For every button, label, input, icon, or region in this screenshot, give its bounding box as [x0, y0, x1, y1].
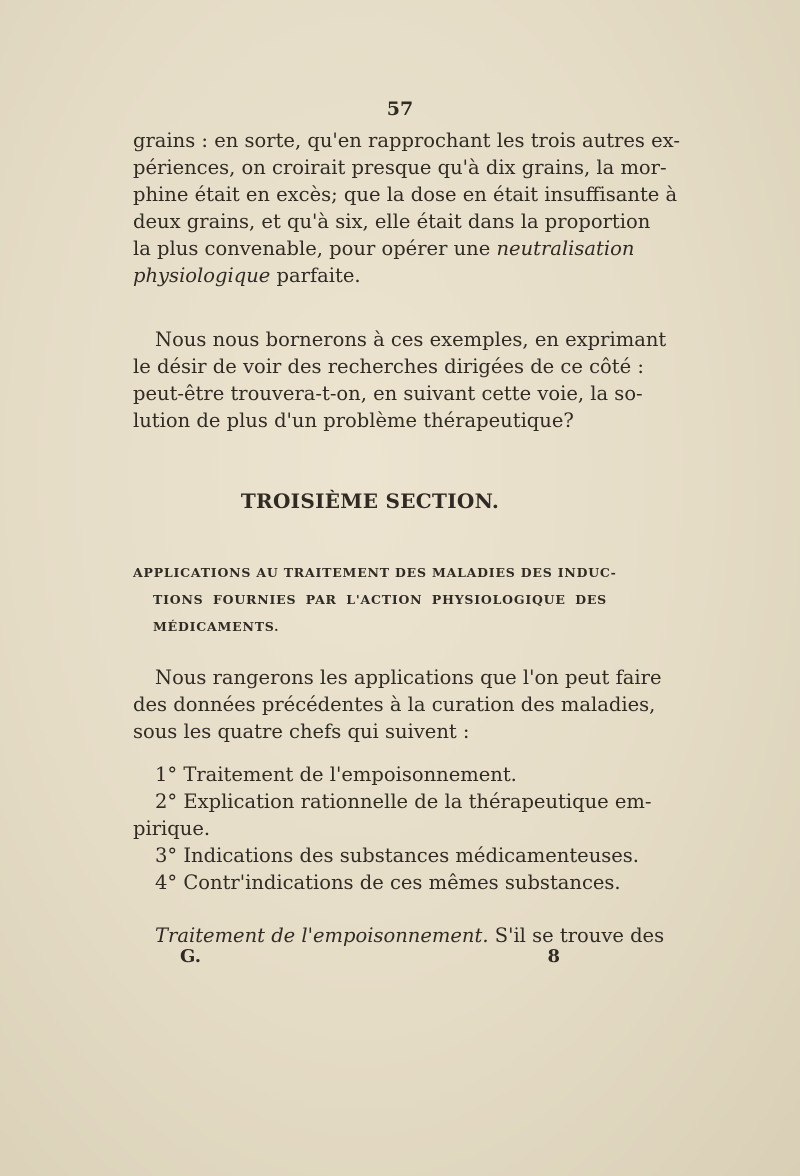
text-line: phine était en excès; que la dose en était insuffisante à — [133, 183, 678, 206]
text-line: la plus convenable, pour opérer une neutralisation — [133, 237, 635, 260]
heading-line: APPLICATIONS AU TRAITEMENT DES MALADIES DES INDUC- — [133, 565, 617, 580]
text-line: grains : en sorte, qu'en rapprochant les trois autres ex- — [133, 129, 680, 152]
text-line: sous les quatre chefs qui suivent : — [133, 720, 470, 743]
heading-line: TIONS FOURNIES PAR L'ACTION PHYSIOLOGIQUE DES — [153, 592, 607, 607]
list-item: pirique. — [133, 817, 211, 840]
paragraph-3 — [133, 664, 662, 745]
section-title: TROISIÈME SECTION. — [240, 489, 500, 513]
text-line: lution de plus d'un problème thérapeutique? — [133, 409, 574, 432]
text-line: physiologique parfaite. — [133, 264, 361, 287]
list-item: 3° Indications des substances médicamenteuses. — [155, 844, 640, 867]
signature-mark: G. — [180, 946, 201, 967]
text-line: périences, on croirait presque qu'à dix grains, la mor- — [133, 156, 667, 179]
numbered-list — [133, 761, 652, 896]
list-item: 4° Contr'indications de ces mêmes substances. — [155, 871, 621, 894]
text-line: Nous rangerons les applications que l'on peut faire — [155, 666, 662, 689]
text-line: le désir de voir des recherches dirigées de ce côté : — [133, 355, 644, 378]
sheet-number: 8 — [547, 946, 560, 967]
text-line: deux grains, et qu'à six, elle était dans la proportion — [133, 210, 651, 233]
text-line: des données précédentes à la curation des maladies, — [133, 693, 656, 716]
list-item: 2° Explication rationnelle de la thérapeutique em- — [155, 790, 652, 813]
list-item: 1° Traitement de l'empoisonnement. — [155, 763, 517, 786]
heading-line: MÉDICAMENTS. — [153, 619, 280, 634]
text-line: Nous nous bornerons à ces exemples, en exprimant — [155, 328, 667, 351]
text-line: Traitement de l'empoisonnement. S'il se trouve des — [155, 924, 665, 947]
paragraph-5 — [133, 922, 665, 949]
paragraph-2 — [133, 326, 667, 434]
section-heading — [133, 559, 617, 640]
page-number: 57 — [386, 98, 414, 120]
paragraph-1 — [133, 127, 680, 289]
text-line: peut-être trouvera-t-on, en suivant cette voie, la so- — [133, 382, 643, 405]
